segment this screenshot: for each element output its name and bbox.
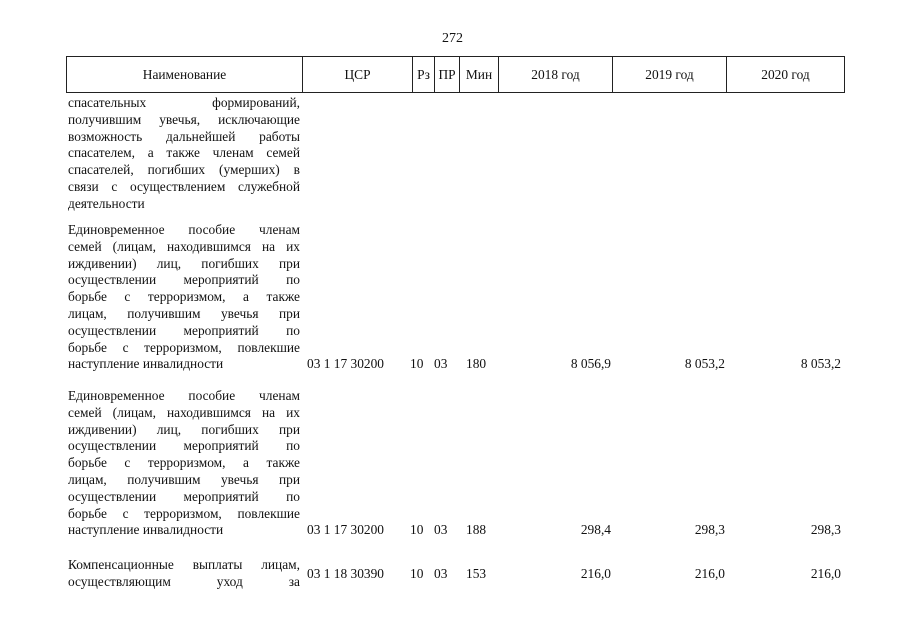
row-name-line: возможность дальнейшей работы: [68, 128, 300, 144]
row-name-line: лицам, получившим увечья при: [68, 471, 300, 487]
row-name-line: борьбе с терроризмом, повлекшие: [68, 339, 300, 355]
row-name-line: иждивении) лиц, погибших при: [68, 255, 300, 271]
row-name-line: борьбе с терроризмом, а также: [68, 455, 300, 471]
header-rz: Рз: [413, 57, 435, 92]
row-name-line: деятельности: [68, 195, 145, 211]
row-csr: 03 1 18 30390: [307, 566, 384, 581]
row-name-line: получившим увечья, исключающие: [68, 111, 300, 127]
row-csr: 03 1 17 30200: [307, 522, 384, 537]
row-name: [68, 388, 300, 539]
row-2020: 216,0: [810, 566, 841, 581]
row-name: [68, 557, 300, 591]
row-name-line: спасательных формирований,: [68, 95, 300, 110]
row-name-line: спасателей, погибших (умерших) в: [68, 162, 300, 178]
header-2019: 2019 год: [613, 57, 727, 92]
header-2020: 2020 год: [761, 67, 810, 82]
row-name-line: наступление инвалидности: [68, 522, 224, 538]
row-rz: 10: [410, 566, 424, 581]
row-name-line: борьбе с терроризмом, а также: [68, 289, 300, 305]
row-pr: 03: [434, 356, 448, 371]
row-2018: 216,0: [580, 566, 611, 581]
page-number: 272: [442, 31, 463, 46]
row-pr: 03: [434, 566, 448, 581]
row-name-line: спасателем, а также членам семей: [68, 145, 300, 161]
table-header: [66, 56, 845, 93]
row-name-line: связи с осуществлением служебной: [68, 178, 300, 194]
header-name: Наименование: [67, 57, 303, 92]
header-pr: ПР: [435, 57, 460, 92]
header-csr: ЦСР: [303, 57, 413, 92]
row-min: 153: [466, 566, 487, 581]
row-2020: 298,3: [810, 522, 841, 537]
row-name-line: семей (лицам, находившимся на их: [68, 404, 300, 420]
row-name-line: семей (лицам, находившимся на их: [68, 238, 300, 254]
header-2018: 2018 год: [499, 57, 613, 92]
row-name-line: лицам, получившим увечья при: [68, 305, 300, 321]
row-rz: 10: [410, 356, 424, 371]
row-2019: 298,3: [694, 522, 725, 537]
row-name-line: Компенсационные выплаты лицам,: [68, 557, 300, 572]
row-name: [68, 222, 300, 373]
row-name-line: наступление инвалидности: [68, 356, 224, 372]
row-min: 180: [466, 356, 487, 371]
row-csr: 03 1 17 30200: [307, 356, 384, 371]
row-2018: 298,4: [580, 522, 611, 537]
row-name-line: осуществлении мероприятий по: [68, 322, 300, 338]
row-name-line: осуществлении мероприятий по: [68, 488, 300, 504]
row-2019: 216,0: [694, 566, 725, 581]
row-name-line: Единовременное пособие членам: [68, 222, 300, 237]
row-name-line: осуществляющим уход за: [68, 573, 300, 589]
row-rz: 10: [410, 522, 424, 537]
row-name-line: иждивении) лиц, погибших при: [68, 421, 300, 437]
row-name: [68, 95, 300, 213]
row-2019: 8 053,2: [684, 356, 725, 371]
header-min: Мин: [460, 57, 499, 92]
row-pr: 03: [434, 522, 448, 537]
row-2020: 8 053,2: [800, 356, 841, 371]
row-name-line: осуществлении мероприятий по: [68, 272, 300, 288]
row-min: 188: [466, 522, 487, 537]
row-name-line: осуществлении мероприятий по: [68, 438, 300, 454]
row-name-line: Единовременное пособие членам: [68, 388, 300, 403]
row-name-line: борьбе с терроризмом, повлекшие: [68, 505, 300, 521]
row-2018: 8 056,9: [570, 356, 611, 371]
